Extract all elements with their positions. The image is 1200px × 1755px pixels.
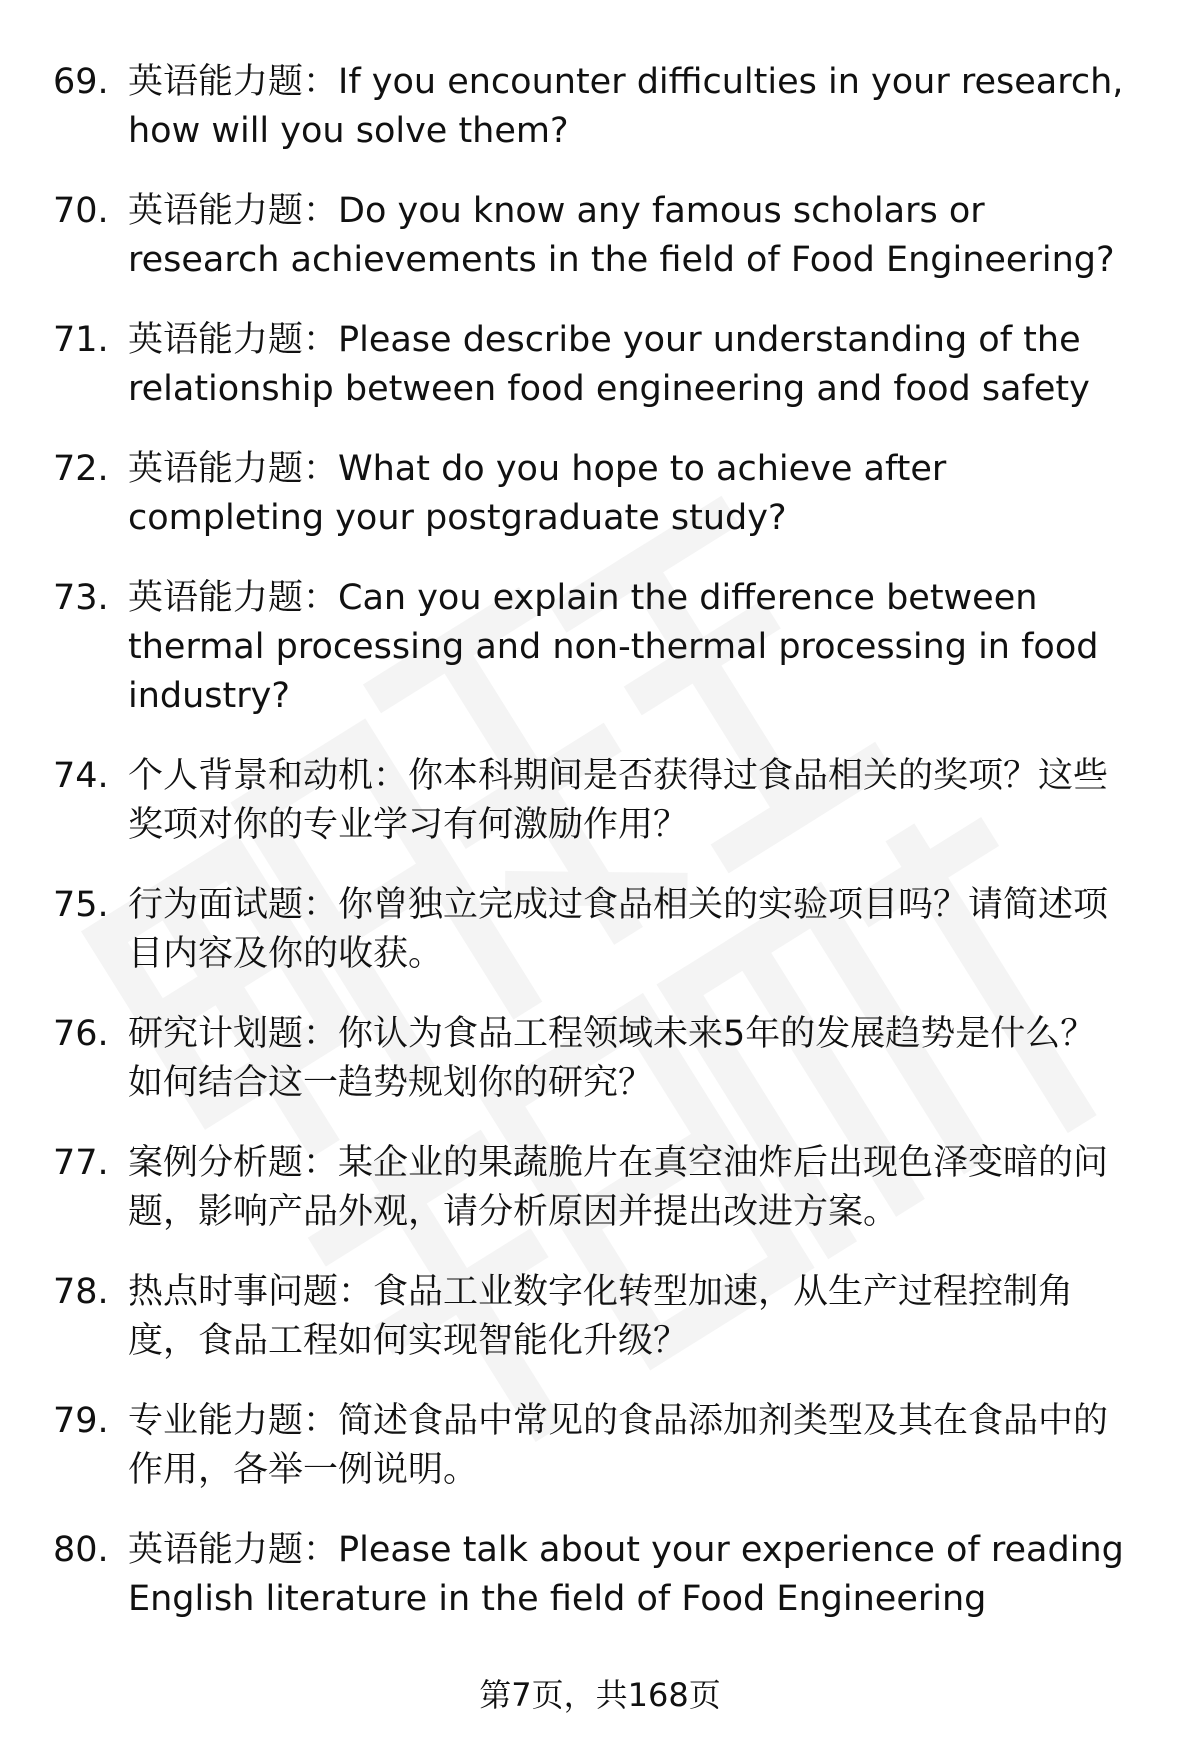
question-item-73 (0, 574, 1200, 721)
question-number: 75. (53, 885, 109, 925)
question-text: 英语能力题：If you encounter difficulties in your research, how will you solve them? (128, 62, 1124, 151)
question-number: 73. (53, 578, 109, 618)
question-number: 78. (53, 1272, 109, 1312)
question-item-71 (0, 316, 1200, 414)
question-number: 74. (53, 756, 109, 796)
question-item-72 (0, 445, 1200, 543)
question-text: 英语能力题：Do you know any famous scholars or research achievements in the field of Food Engineering? (128, 191, 1115, 280)
question-number: 77. (53, 1143, 109, 1183)
question-text: 英语能力题：Please describe your understanding of the relationship between food engineering and food safety (128, 320, 1090, 409)
question-list (0, 58, 1200, 1655)
question-number: 69. (53, 62, 109, 102)
question-item-70 (0, 187, 1200, 285)
question-text: 英语能力题：Please talk about your experience of reading English literature in the field of Food Engineering (128, 1530, 1124, 1619)
question-number: 76. (53, 1014, 109, 1054)
question-text: 专业能力题：简述食品中常见的食品添加剂类型及其在食品中的作用，各举一例说明。 (128, 1401, 1109, 1490)
question-number: 70. (53, 191, 109, 231)
question-number: 72. (53, 449, 109, 489)
question-item-80 (0, 1526, 1200, 1624)
question-number: 79. (53, 1401, 109, 1441)
question-item-75 (0, 881, 1200, 979)
question-item-78 (0, 1268, 1200, 1366)
question-number: 71. (53, 320, 109, 360)
question-text: 英语能力题：What do you hope to achieve after completing your postgraduate study? (128, 449, 947, 538)
question-item-76 (0, 1010, 1200, 1108)
question-number: 80. (53, 1530, 109, 1570)
question-item-79 (0, 1397, 1200, 1495)
page-number-footer: 第7页，共168页 (479, 1676, 721, 1714)
question-text: 个人背景和动机：你本科期间是否获得过食品相关的奖项？这些奖项对你的专业学习有何激励作用？ (128, 756, 1109, 845)
question-text: 行为面试题：你曾独立完成过食品相关的实验项目吗？请简述项目内容及你的收获。 (128, 885, 1109, 974)
question-item-69 (0, 58, 1200, 156)
question-item-74 (0, 752, 1200, 850)
question-text: 热点时事问题：食品工业数字化转型加速，从生产过程控制角度，食品工程如何实现智能化升级？ (128, 1272, 1074, 1361)
question-item-77 (0, 1139, 1200, 1237)
question-text: 英语能力题：Can you explain the difference between thermal processing and non-thermal processing in food industry? (128, 578, 1099, 716)
question-text: 研究计划题：你认为食品工程领域未来5年的发展趋势是什么？如何结合这一趋势规划你的研究？ (128, 1014, 1096, 1103)
question-text: 案例分析题：某企业的果蔬脆片在真空油炸后出现色泽变暗的问题，影响产品外观，请分析原因并提出改进方案。 (128, 1143, 1109, 1232)
